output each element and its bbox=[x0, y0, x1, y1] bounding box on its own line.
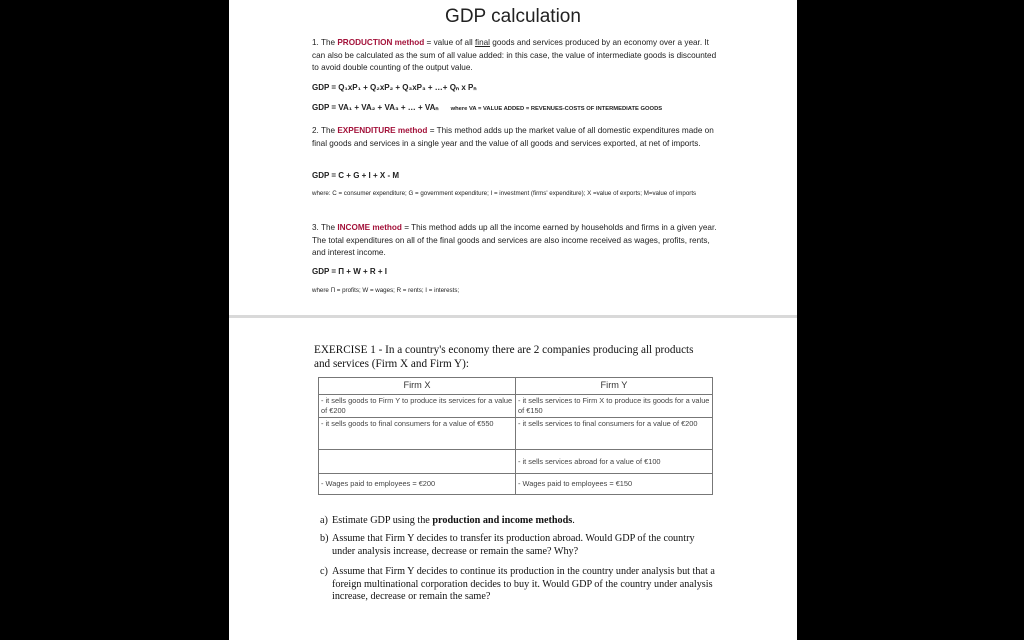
question-label: a) bbox=[320, 515, 328, 526]
table-row bbox=[319, 450, 713, 474]
formula-va: GDP = VA₁ + VA₂ + VA₃ + … + VAₙ bbox=[312, 103, 439, 112]
table-row bbox=[319, 395, 713, 418]
firm-x-header: Firm X bbox=[319, 378, 516, 395]
production-text-2: goods and services produced by an economy over a year. It can also be calculated as the sum of all value added: in this case, the value of intermediate goods is discounted to avoid double counting of the output value. bbox=[312, 38, 717, 73]
table-row bbox=[319, 418, 713, 450]
section-number: 1. The bbox=[312, 38, 338, 47]
question-b bbox=[320, 533, 715, 558]
table-cell: - Wages paid to employees = €150 bbox=[516, 474, 713, 495]
firms-table bbox=[318, 377, 713, 495]
production-formula-1: GDP = Q₁xP₁ + Q₂xP₂ + Q₃xP₃ + …+ Qₙ x Pₙ bbox=[312, 83, 477, 92]
expenditure-method-heading: EXPENDITURE method bbox=[337, 126, 428, 135]
va-definition: where VA = VALUE ADDED = REVENUES-COSTS OF INTERMEDIATE GOODS bbox=[450, 106, 663, 112]
expenditure-formula: GDP = C + G + I + X - M bbox=[312, 171, 399, 180]
section-number: 2. The bbox=[312, 126, 338, 135]
expenditure-where: where: C = consumer expenditure; G = government expenditure; I = investment (firms' expenditure); X =value of exports; M=value of imports bbox=[312, 190, 697, 197]
final-underlined: final bbox=[474, 38, 491, 47]
table-cell: - it sells goods to Firm Y to produce its services for a value of €200 bbox=[319, 395, 516, 418]
table-header-row bbox=[319, 378, 713, 395]
question-b-text: Assume that Firm Y decides to transfer its production abroad. Would GDP of the country under analysis increase, decrease or remain the same? Why? bbox=[332, 533, 695, 557]
expenditure-text: = This method adds up the market value of all domestic expenditures made on final goods and services in a single year and the value of all goods and services exported, at net of imports. bbox=[312, 126, 714, 148]
table-cell: - Wages paid to employees = €200 bbox=[319, 474, 516, 495]
income-text: = This method adds up all the income earned by households and firms in a given year. The total expenditures on all of the final goods and services are also income received as wages, profits, rents, and interest income. bbox=[312, 223, 717, 258]
section-number: 3. The bbox=[312, 223, 338, 232]
production-text-1: = value of all bbox=[424, 38, 475, 47]
income-method-heading: INCOME method bbox=[337, 223, 402, 232]
table-cell: - it sells services to final consumers for a value of €200 bbox=[516, 418, 713, 450]
question-c bbox=[320, 566, 715, 604]
question-label: b) bbox=[320, 533, 329, 544]
table-cell: - it sells services to Firm X to produce its goods for a value of €150 bbox=[516, 395, 713, 418]
question-a-text: Estimate GDP using the bbox=[332, 515, 433, 526]
question-c-text: Assume that Firm Y decides to continue its production in the country under analysis but that a foreign multinational corporation decides to buy it. Would GDP of the country under analysis increase, decrease or remain the same? bbox=[332, 566, 715, 603]
production-method-heading: PRODUCTION method bbox=[337, 38, 425, 47]
document-page-1 bbox=[229, 0, 797, 318]
table-cell: - it sells goods to final consumers for a value of €550 bbox=[319, 418, 516, 450]
question-label: c) bbox=[320, 566, 328, 577]
table-row bbox=[319, 474, 713, 495]
question-a bbox=[320, 515, 715, 528]
income-where: where Π = profits; W = wages; R = rents; I = interests; bbox=[312, 287, 460, 294]
table-cell: - it sells services abroad for a value of €100 bbox=[516, 450, 713, 474]
question-a-end: . bbox=[572, 515, 575, 526]
production-paragraph bbox=[312, 37, 722, 75]
page-title: GDP calculation bbox=[445, 6, 581, 27]
expenditure-paragraph bbox=[312, 125, 722, 150]
production-formula-2 bbox=[312, 103, 662, 112]
exercise-intro: EXERCISE 1 - In a country's economy there are 2 companies producing all products and services (Firm X and Firm Y): bbox=[314, 344, 694, 370]
table-cell bbox=[319, 450, 516, 474]
document-page-2 bbox=[229, 318, 797, 640]
firm-y-header: Firm Y bbox=[516, 378, 713, 395]
income-paragraph bbox=[312, 222, 722, 260]
question-a-bold: production and income methods bbox=[432, 515, 573, 526]
income-formula: GDP = Π + W + R + I bbox=[312, 267, 387, 276]
